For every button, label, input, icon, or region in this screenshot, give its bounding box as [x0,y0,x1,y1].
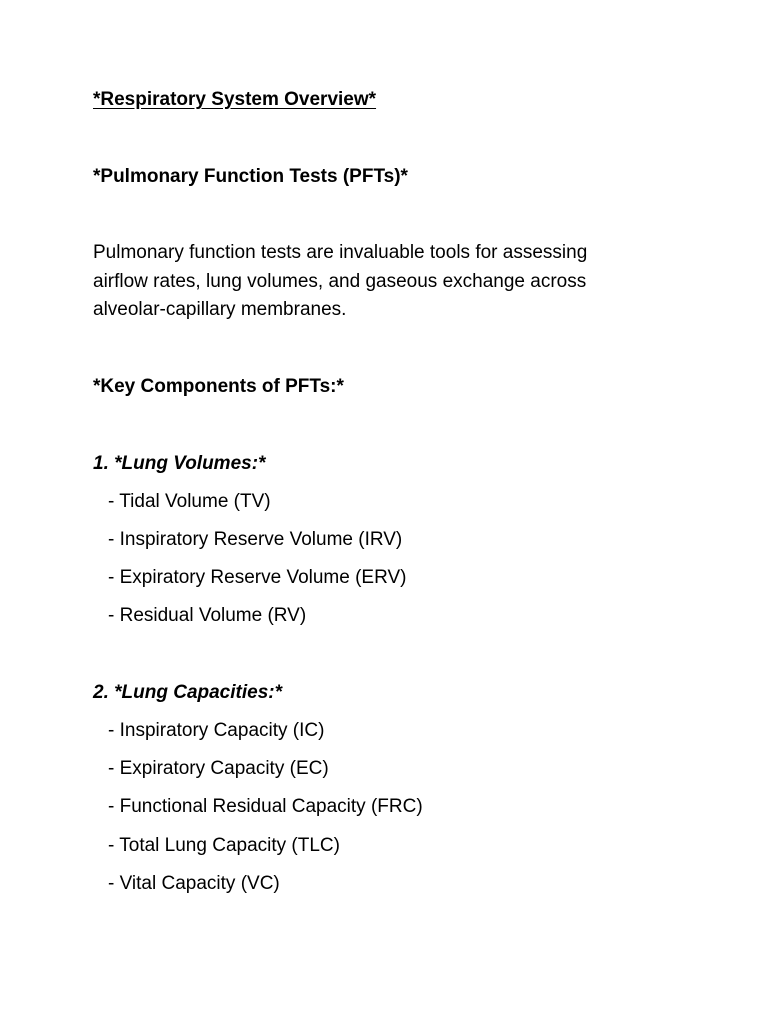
intro-line: airflow rates, lung volumes, and gaseous exchange across [93,271,587,292]
list-item: - Inspiratory Reserve Volume (IRV) [108,529,403,550]
list-item: - Functional Residual Capacity (FRC) [108,796,423,817]
list-item: - Tidal Volume (TV) [108,491,271,512]
list-item: - Inspiratory Capacity (IC) [108,720,325,741]
list-item: - Expiratory Reserve Volume (ERV) [108,567,407,588]
list-item: - Total Lung Capacity (TLC) [108,835,340,856]
document-title: *Respiratory System Overview* [93,89,377,110]
section-heading: *Pulmonary Function Tests (PFTs)* [93,166,408,187]
lung-capacities-heading: 2. *Lung Capacities:* [93,682,282,703]
list-item: - Vital Capacity (VC) [108,873,280,894]
intro-line: alveolar-capillary membranes. [93,299,347,320]
list-item: - Residual Volume (RV) [108,605,307,626]
components-heading: *Key Components of PFTs:* [93,376,344,397]
lung-volumes-heading: 1. *Lung Volumes:* [93,453,266,474]
list-item: - Expiratory Capacity (EC) [108,758,329,779]
intro-line: Pulmonary function tests are invaluable tools for assessing [93,242,588,263]
